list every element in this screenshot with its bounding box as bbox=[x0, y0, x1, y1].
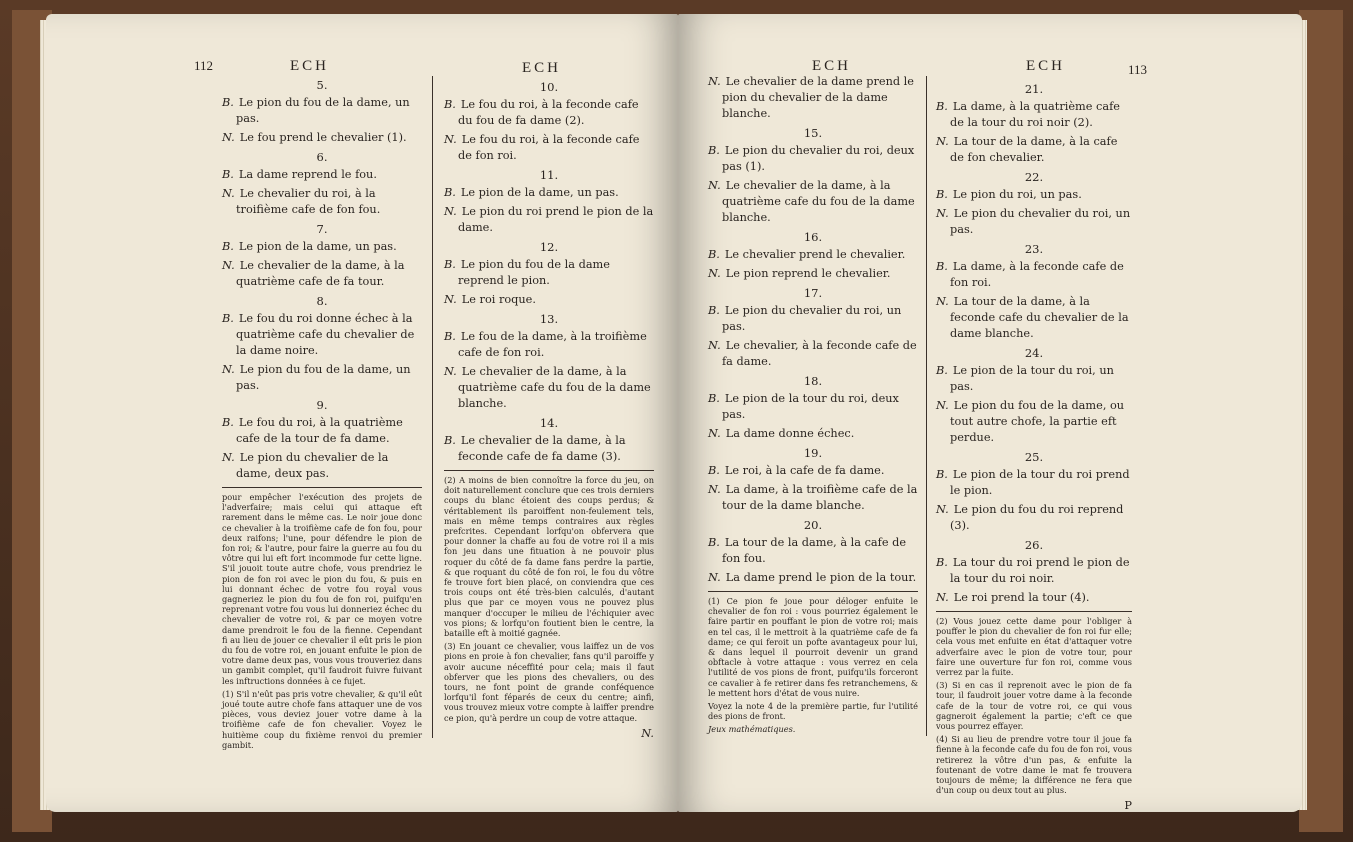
move-text: La tour de la dame, à la cafe de fon chevalier. bbox=[950, 135, 1118, 164]
move-line bbox=[936, 555, 1132, 587]
catchword: N. bbox=[641, 726, 654, 740]
player-marker: N. bbox=[936, 399, 949, 412]
player-marker: N. bbox=[936, 503, 949, 516]
move-list bbox=[444, 79, 654, 465]
move-number: 10. bbox=[539, 80, 559, 94]
player-marker: N. bbox=[222, 131, 235, 144]
move-line bbox=[936, 363, 1132, 395]
move-number: 13. bbox=[539, 312, 559, 326]
move-list bbox=[936, 81, 1132, 606]
footnote: (3) Si en cas il reprenoit avec le pion de fa tour, il faudroit jouer votre dame à la feconde cafe de la tour de votre roi, ce qui vous gagneroit également la partie; c'eft ce que vous pourrez effayer. bbox=[936, 680, 1132, 732]
right-page-column-2 bbox=[936, 78, 1132, 812]
player-marker: B. bbox=[708, 464, 720, 477]
move-line bbox=[708, 74, 918, 122]
running-head-right-col1: ECH bbox=[812, 58, 851, 74]
move-number: 25. bbox=[1024, 450, 1044, 464]
move-line bbox=[708, 426, 918, 442]
move-line bbox=[444, 364, 654, 412]
move-line bbox=[444, 97, 654, 129]
move-line bbox=[936, 259, 1132, 291]
player-marker: N. bbox=[222, 259, 235, 272]
move-line bbox=[708, 535, 918, 567]
move-line bbox=[444, 185, 654, 201]
move-number: 7. bbox=[316, 222, 328, 236]
move-number: 23. bbox=[1024, 242, 1044, 256]
move-text: La tour de la dame, à la cafe de fon fou. bbox=[722, 536, 907, 565]
move-line bbox=[222, 95, 422, 127]
move-number: 14. bbox=[539, 416, 559, 430]
move-line bbox=[444, 292, 654, 308]
move-text: La dame, à la troifième cafe de la tour de la dame blanche. bbox=[722, 483, 918, 512]
column-divider-left bbox=[432, 76, 433, 738]
player-marker: B. bbox=[222, 168, 234, 181]
move-number: 18. bbox=[803, 374, 823, 388]
player-marker: N. bbox=[708, 483, 721, 496]
move-text: Le pion du chevalier de la dame, deux pas. bbox=[236, 451, 389, 480]
page-number-left: 112 bbox=[194, 58, 214, 73]
player-marker: B. bbox=[708, 392, 720, 405]
move-line bbox=[222, 450, 422, 482]
move-text: Le pion du fou de la dame, ou tout autre chofe, la partie eft perdue. bbox=[950, 399, 1125, 444]
footnote-rule bbox=[444, 470, 654, 471]
move-line bbox=[444, 433, 654, 465]
footnote-list bbox=[936, 616, 1132, 795]
move-line bbox=[708, 247, 918, 263]
move-number: 17. bbox=[803, 286, 823, 300]
move-text: Le chevalier de la dame prend le pion du chevalier de la dame blanche. bbox=[722, 75, 914, 120]
move-text: Le chevalier de la dame, à la quatrième cafe du fou de la dame blanche. bbox=[722, 179, 915, 224]
move-line bbox=[222, 362, 422, 394]
player-marker: N. bbox=[444, 133, 457, 146]
move-line bbox=[708, 178, 918, 226]
move-text: Le pion du chevalier du roi, deux pas (1). bbox=[722, 144, 915, 173]
column-divider-right bbox=[926, 76, 927, 736]
page-number-right: 113 bbox=[1128, 62, 1148, 77]
move-text: La dame donne échec. bbox=[725, 427, 855, 440]
move-line bbox=[936, 502, 1132, 534]
move-line bbox=[708, 143, 918, 175]
move-text: La dame, à la quatrième cafe de la tour du roi noir (2). bbox=[950, 100, 1120, 129]
move-line bbox=[708, 338, 918, 370]
player-marker: B. bbox=[444, 330, 456, 343]
move-text: Le pion du fou du roi reprend (3). bbox=[950, 503, 1124, 532]
move-text: Le chevalier prend le chevalier. bbox=[724, 248, 906, 261]
player-marker: N. bbox=[444, 365, 457, 378]
footnote-list bbox=[444, 475, 654, 723]
running-head-left-col2: ECH bbox=[522, 60, 561, 76]
move-text: Le pion reprend le chevalier. bbox=[725, 267, 891, 280]
move-number: 8. bbox=[316, 294, 328, 308]
move-line bbox=[222, 186, 422, 218]
move-line bbox=[708, 266, 918, 282]
player-marker: N. bbox=[708, 339, 721, 352]
move-text: Le pion du chevalier du roi, un pas. bbox=[950, 207, 1131, 236]
footnote: Voyez la note 4 de la première partie, fur l'utilité des pions de front. bbox=[708, 701, 918, 722]
footnote: pour empêcher l'exécution des projets de l'adverfaire; mais celui qui attaque eft rarement dans le même cas. Le noir joue donc ce chevalier à la troifième cafe de fon fou, pour deux raifons; l'une, pour défendre le pion de fon roi; & l'autre, pour faire la guerre au fou du vôtre qui lui eft fort incommode fur cette ligne. S'il jouoit toute autre chofe, vous prendriez le pion de fon roi avec le pion du fou, & puis en lui donnant échec de votre fou royal vous gagneriez le pion du fou de fon roi, puifqu'en reprenant votre fou vous lui donneriez échec du chevalier de votre roi, & par ce moyen votre dame prendroit le fou de la fienne. Cependant fi au lieu de jouer ce chevalier il eût pris le pion du fou de votre roi, en jouant enfuite le pion de votre dame deux pas, vous vous trouveriez dans un gambit complet, qu'il faudroit fuivre fuivant les inftructions données à ce fujet. bbox=[222, 492, 422, 686]
footnote-rule bbox=[708, 591, 918, 592]
move-text: Le fou du roi donne échec à la quatrième cafe du chevalier de la dame noire. bbox=[236, 312, 415, 357]
move-text: La dame, à la feconde cafe de fon roi. bbox=[950, 260, 1124, 289]
footnote: (2) A moins de bien connoître la force du jeu, on doit naturellement conclure que ces trois derniers coups du blanc étoient des coups perdus; & véritablement ils paroiffent non-feulement tels, mais en même temps contraires aux règles prefcrites. Cependant lorfqu'on obfervera que pour donner la chaffe au fou de votre roi il a mis fon jeu dans une fituation à ne pouvoir plus roquer du côté de fa dame fans perdre la partie, & que roquant du côté de fon roi, le fou du vôtre fe trouve fort bien placé, on conviendra que ces trois coups ont été très-bien calculés, d'autant plus que par ce moyen vous ne pouvez plus manquer d'occuper le milieu de l'échiquier avec vos pions; & lorfqu'on foutient bien le centre, la bataille eft à moitié gagnée. bbox=[444, 475, 654, 639]
move-number: 11. bbox=[539, 168, 559, 182]
right-page bbox=[678, 14, 1302, 812]
player-marker: B. bbox=[936, 364, 948, 377]
player-marker: B. bbox=[936, 468, 948, 481]
move-line bbox=[222, 311, 422, 359]
player-marker: B. bbox=[444, 186, 456, 199]
player-marker: B. bbox=[222, 240, 234, 253]
signature-mark: P bbox=[1124, 799, 1132, 812]
move-line bbox=[444, 257, 654, 289]
move-line bbox=[222, 415, 422, 447]
move-text: Le roi roque. bbox=[461, 293, 536, 306]
player-marker: N. bbox=[936, 207, 949, 220]
move-text: Le fou du roi, à la quatrième cafe de la tour de fa dame. bbox=[236, 416, 403, 445]
footnote: (1) Ce pion fe joue pour déloger enfuite le chevalier de fon roi : vous pourriez également le faire partir en pouffant le pion de votre roi; mais en tel cas, il le mettroit à la quatrième cafe de fa dame; ce qui feroit un pofte avantageux pour lui, & dans lequel il pourroit devenir un grand obftacle à votre attaque : vous verrez en cela l'utilité de vos pions de front, puifqu'ils forceront ce cavalier à fe retirer dans fes retranchemens, & le mettent hors d'état de vous nuire. bbox=[708, 596, 918, 698]
move-line bbox=[936, 294, 1132, 342]
move-line bbox=[936, 206, 1132, 238]
footnote-rule bbox=[936, 611, 1132, 612]
move-list bbox=[708, 74, 918, 586]
player-marker: B. bbox=[444, 258, 456, 271]
move-text: Le fou prend le chevalier (1). bbox=[239, 131, 407, 144]
move-text: Le fou de la dame, à la troifième cafe de fon roi. bbox=[458, 330, 647, 359]
move-line bbox=[708, 463, 918, 479]
player-marker: B. bbox=[936, 100, 948, 113]
left-page bbox=[46, 14, 678, 812]
player-marker: N. bbox=[936, 591, 949, 604]
move-number: 19. bbox=[803, 446, 823, 460]
player-marker: N. bbox=[222, 363, 235, 376]
move-text: La dame reprend le fou. bbox=[238, 168, 377, 181]
move-line bbox=[936, 187, 1132, 203]
move-text: La tour de la dame, à la feconde cafe du chevalier de la dame blanche. bbox=[950, 295, 1129, 340]
player-marker: N. bbox=[708, 75, 721, 88]
player-marker: N. bbox=[936, 295, 949, 308]
move-line bbox=[708, 482, 918, 514]
move-line bbox=[936, 467, 1132, 499]
move-text: Le pion du chevalier du roi, un pas. bbox=[722, 304, 902, 333]
footnote-list bbox=[222, 492, 422, 750]
move-text: Le pion de la tour du roi prend le pion. bbox=[950, 468, 1130, 497]
player-marker: N. bbox=[708, 267, 721, 280]
move-line bbox=[444, 132, 654, 164]
move-text: Le roi, à la cafe de fa dame. bbox=[724, 464, 885, 477]
move-text: Le chevalier, à la feconde cafe de fa dame. bbox=[722, 339, 917, 368]
move-number: 15. bbox=[803, 126, 823, 140]
player-marker: N. bbox=[708, 179, 721, 192]
left-page-column-2 bbox=[444, 76, 654, 742]
footnote-tail: Jeux mathématiques. bbox=[708, 724, 796, 735]
footnote: (2) Vous jouez cette dame pour l'obliger à pouffer le pion du chevalier de fon roi fur elle; cela vous met enfuite en état d'attaquer votre adverfaire avec le pion de votre tour, pour faire une ouverture fur fon roi, comme vous verrez par la fuite. bbox=[936, 616, 1132, 678]
move-text: Le pion de la dame, un pas. bbox=[238, 240, 397, 253]
move-text: Le pion du fou de la dame, un pas. bbox=[236, 363, 411, 392]
footnote-rule bbox=[222, 487, 422, 488]
player-marker: N. bbox=[444, 205, 457, 218]
move-number: 5. bbox=[316, 78, 328, 92]
move-number: 22. bbox=[1024, 170, 1044, 184]
move-line bbox=[936, 134, 1132, 166]
player-marker: N. bbox=[222, 451, 235, 464]
running-head-left-col1: ECH bbox=[290, 58, 329, 74]
player-marker: B. bbox=[708, 144, 720, 157]
move-line bbox=[222, 239, 422, 255]
move-text: Le chevalier de la dame, à la feconde cafe de fa dame (3). bbox=[458, 434, 626, 463]
move-text: Le pion du roi prend le pion de la dame. bbox=[458, 205, 654, 234]
move-text: Le chevalier du roi, à la troifième cafe de fon fou. bbox=[236, 187, 381, 216]
move-text: Le chevalier de la dame, à la quatrième cafe de fa tour. bbox=[236, 259, 405, 288]
player-marker: B. bbox=[222, 416, 234, 429]
player-marker: N. bbox=[936, 135, 949, 148]
player-marker: B. bbox=[936, 188, 948, 201]
move-number: 16. bbox=[803, 230, 823, 244]
move-number: 20. bbox=[803, 518, 823, 532]
move-text: Le pion du roi, un pas. bbox=[952, 188, 1082, 201]
player-marker: B. bbox=[444, 434, 456, 447]
move-line bbox=[222, 130, 422, 146]
move-text: Le pion du fou de la dame reprend le pion. bbox=[458, 258, 610, 287]
move-line bbox=[708, 303, 918, 335]
footnote: (1) S'il n'eût pas pris votre chevalier, & qu'il eût joué toute autre chofe fans attaquer une de vos pièces, vous deviez jouer votre dame à la troifième cafe de fon chevalier. Voyez le huitième coup du fixième renvoi du premier gambit. bbox=[222, 688, 422, 750]
move-line bbox=[708, 391, 918, 423]
move-number: 12. bbox=[539, 240, 559, 254]
move-line bbox=[444, 329, 654, 361]
move-line bbox=[936, 99, 1132, 131]
player-marker: N. bbox=[444, 293, 457, 306]
player-marker: B. bbox=[222, 312, 234, 325]
move-text: Le fou du roi, à la feconde cafe de fon roi. bbox=[458, 133, 640, 162]
player-marker: B. bbox=[708, 536, 720, 549]
footnote-list bbox=[708, 596, 918, 721]
move-number: 9. bbox=[316, 398, 328, 412]
move-number: 6. bbox=[316, 150, 328, 164]
player-marker: B. bbox=[708, 304, 720, 317]
player-marker: N. bbox=[708, 571, 721, 584]
move-text: La tour du roi prend le pion de la tour du roi noir. bbox=[950, 556, 1130, 585]
move-text: Le pion de la tour du roi, un pas. bbox=[950, 364, 1114, 393]
move-line bbox=[936, 590, 1132, 606]
footnote: (4) Si au lieu de prendre votre tour il joue fa fienne à la feconde cafe du fou de fon roi, vous retirerez la vôtre d'un pas, & enfuite la foutenant de votre dame le mat fe trouvera toujours de même; la différence ne fera que d'un coup ou deux tout au plus. bbox=[936, 734, 1132, 796]
move-text: Le pion de la tour du roi, deux pas. bbox=[722, 392, 899, 421]
player-marker: B. bbox=[936, 260, 948, 273]
move-line bbox=[222, 258, 422, 290]
move-line bbox=[222, 167, 422, 183]
player-marker: B. bbox=[708, 248, 720, 261]
move-line bbox=[936, 398, 1132, 446]
move-text: Le fou du roi, à la feconde cafe du fou de fa dame (2). bbox=[458, 98, 639, 127]
footnote: (3) En jouant ce chevalier, vous laiffez un de vos pions en proie à fon chevalier, fans qu'il paroiffe y avoir aucune néceffité pour cela; mais il faut obferver que les pions des chevaliers, ou des tours, ne font point de grande conféquence lorfqu'il font féparés de ceux du centre; ainfi, vous trouvez mieux votre compte à laiffer prendre ce pion, qu'à perdre un coup de votre attaque. bbox=[444, 641, 654, 723]
right-page-column-1 bbox=[708, 74, 918, 738]
player-marker: N. bbox=[222, 187, 235, 200]
move-number: 21. bbox=[1024, 82, 1044, 96]
player-marker: B. bbox=[222, 96, 234, 109]
player-marker: N. bbox=[708, 427, 721, 440]
left-page-column-1 bbox=[222, 74, 422, 753]
player-marker: B. bbox=[936, 556, 948, 569]
move-text: Le chevalier de la dame, à la quatrième cafe du fou de la dame blanche. bbox=[458, 365, 651, 410]
move-number: 26. bbox=[1024, 538, 1044, 552]
move-line bbox=[708, 570, 918, 586]
move-text: Le pion de la dame, un pas. bbox=[460, 186, 619, 199]
move-text: Le roi prend la tour (4). bbox=[953, 591, 1090, 604]
running-head-right-col2: ECH bbox=[1026, 58, 1065, 74]
move-text: La dame prend le pion de la tour. bbox=[725, 571, 917, 584]
move-line bbox=[444, 204, 654, 236]
move-number: 24. bbox=[1024, 346, 1044, 360]
move-text: Le pion du fou de la dame, un pas. bbox=[236, 96, 410, 125]
move-list bbox=[222, 77, 422, 482]
player-marker: B. bbox=[444, 98, 456, 111]
